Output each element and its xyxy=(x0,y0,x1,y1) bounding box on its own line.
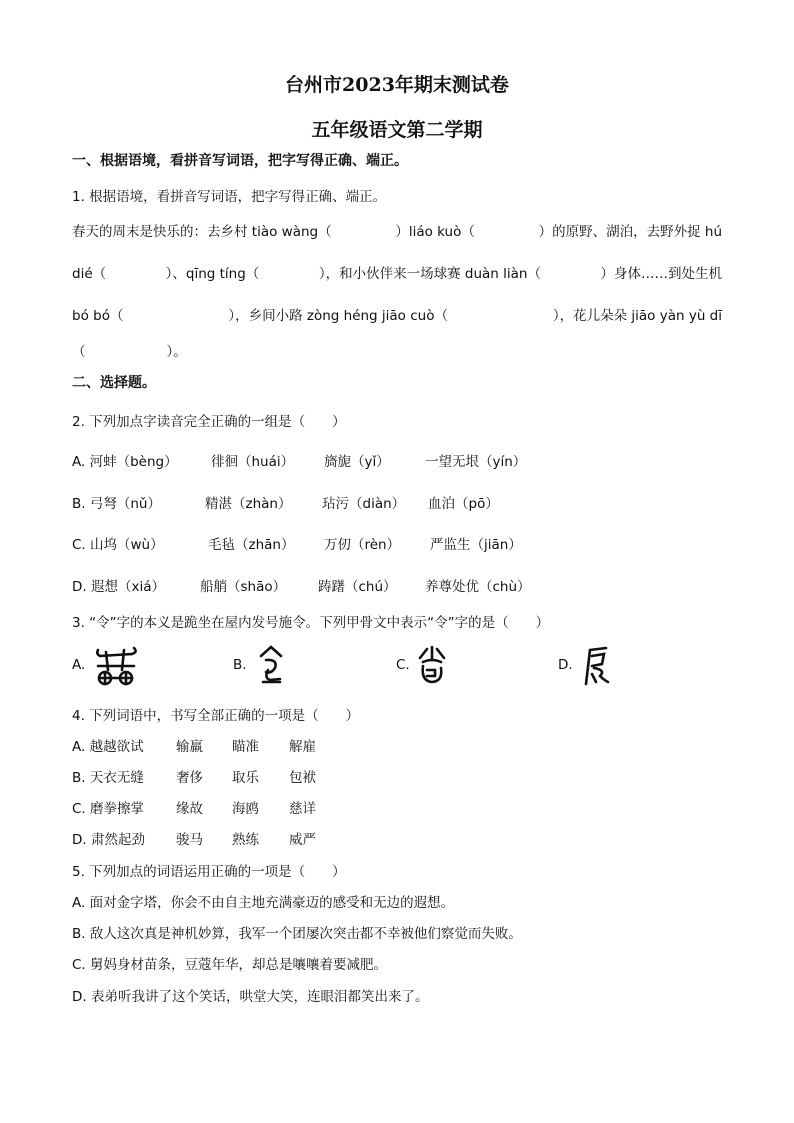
q4-b-4: 包袱 xyxy=(289,770,316,786)
oracle-glyph-b-icon xyxy=(256,644,286,686)
q2-a-4: 一望无垠（yín） xyxy=(425,454,527,470)
q2-d-4: 养尊处优（chù） xyxy=(425,579,531,595)
passage-line-1 xyxy=(72,220,722,240)
oracle-glyph-a-icon xyxy=(92,644,140,688)
q2-c-4: 严监生（jiān） xyxy=(430,537,522,553)
q4-d-2: 骏马 xyxy=(176,832,203,848)
passage-segment: bó bó（ xyxy=(72,308,124,324)
q2-b-1: B. 弓弩（nǔ） xyxy=(72,496,161,512)
q4-c-1: C. 磨拳擦掌 xyxy=(72,801,145,817)
q2-c-2: 毛毡（zhān） xyxy=(208,537,295,553)
q4-a-4: 解雇 xyxy=(289,739,316,755)
passage-segment: ）liáo kuò（ xyxy=(395,224,475,240)
passage-line-2 xyxy=(72,262,722,282)
q4-stem: 4. 下列词语中，书写全部正确的一项是（ ） xyxy=(72,708,360,724)
q2-c-3: 万仞（rèn） xyxy=(324,537,401,553)
passage-line-4: （ ）。 xyxy=(72,344,187,360)
passage-segment: 春天的周末是快乐的：去乡村 tiào wàng（ xyxy=(72,224,332,240)
q2-a-1: A. 河蚌（bèng） xyxy=(72,454,178,470)
q4-a-3: 瞄准 xyxy=(232,739,259,755)
q4-c-2: 缘故 xyxy=(176,801,203,817)
q5-option-c: C. 舅妈身材苗条，豆蔻年华，却总是嚷嚷着要减肥。 xyxy=(72,957,388,973)
q2-b-3: 玷污（diàn） xyxy=(322,496,406,512)
q4-b-1: B. 天衣无缝 xyxy=(72,770,144,786)
q2-b-4: 血泊（pō） xyxy=(428,496,499,512)
q1-stem: 1. 根据语境，看拼音写词语，把字写得正确、端正。 xyxy=(72,189,387,205)
q4-c-3: 海鸥 xyxy=(232,801,259,817)
exam-title: 台州市2023年期末测试卷 xyxy=(285,74,509,96)
q2-stem: 2. 下列加点字读音完全正确的一组是（ ） xyxy=(72,414,346,430)
oracle-glyph-d-icon xyxy=(582,644,610,686)
q4-d-1: D. 肃然起劲 xyxy=(72,832,145,848)
q3-label-b: B. xyxy=(233,657,247,673)
passage-segment: dié（ xyxy=(72,266,107,282)
q3-stem: 3. “令”字的本义是跪坐在屋内发号施令。下列甲骨文中表示“令”字的是（ ） xyxy=(72,615,550,631)
passage-segment: ），花儿朵朵 jiāo yàn yù dī xyxy=(552,308,722,324)
q4-a-2: 输羸 xyxy=(176,739,203,755)
exam-subtitle: 五年级语文第二学期 xyxy=(311,119,483,141)
q3-label-d: D. xyxy=(558,657,573,673)
q5-option-a: A. 面对金字塔，你会不由自主地充满豪迈的感受和无边的遐想。 xyxy=(72,895,455,911)
q4-b-3: 取乐 xyxy=(232,770,259,786)
passage-segment: ），乡间小路 zòng héng jiāo cuò（ xyxy=(228,308,448,324)
passage-segment: ）的原野、湖泊，去野外捉 hú xyxy=(538,224,722,240)
q2-b-2: 精湛（zhàn） xyxy=(205,496,292,512)
q3-label-a: A. xyxy=(72,657,86,673)
q4-a-1: A. 越越欲试 xyxy=(72,739,144,755)
q5-option-d: D. 表弟听我讲了这个笑话，哄堂大笑，连眼泪都笑出来了。 xyxy=(72,989,429,1005)
passage-line-3 xyxy=(72,304,722,324)
q3-label-c: C. xyxy=(396,657,410,673)
section1-heading: 一、根据语境，看拼音写词语，把字写得正确、端正。 xyxy=(72,153,408,169)
q4-d-3: 熟练 xyxy=(232,832,259,848)
q2-d-1: D. 遐想（xiá） xyxy=(72,579,165,595)
q4-b-2: 奢侈 xyxy=(176,770,203,786)
q4-d-4: 威严 xyxy=(289,832,316,848)
q2-a-3: 旖旎（yǐ） xyxy=(324,454,390,470)
q2-d-3: 踌躇（chú） xyxy=(318,579,397,595)
passage-segment: ）身体……到处生机 xyxy=(600,266,722,282)
q5-option-b: B. 敌人这次真是神机妙算，我军一个团屡次突击都不幸被他们察觉而失败。 xyxy=(72,926,522,942)
q2-c-1: C. 山坞（wù） xyxy=(72,537,164,553)
q4-c-4: 慈详 xyxy=(289,801,316,817)
section2-heading: 二、选择题。 xyxy=(72,375,156,391)
q5-stem: 5. 下列加点的词语运用正确的一项是（ ） xyxy=(72,864,346,880)
q2-a-2: 徘徊（huái） xyxy=(211,454,295,470)
oracle-glyph-c-icon xyxy=(415,644,449,686)
q2-d-2: 船艄（shāo） xyxy=(200,579,287,595)
passage-segment: ），和小伙伴来一场球赛 duàn liàn（ xyxy=(318,266,541,282)
passage-segment: ）、qīng tíng（ xyxy=(165,266,260,282)
